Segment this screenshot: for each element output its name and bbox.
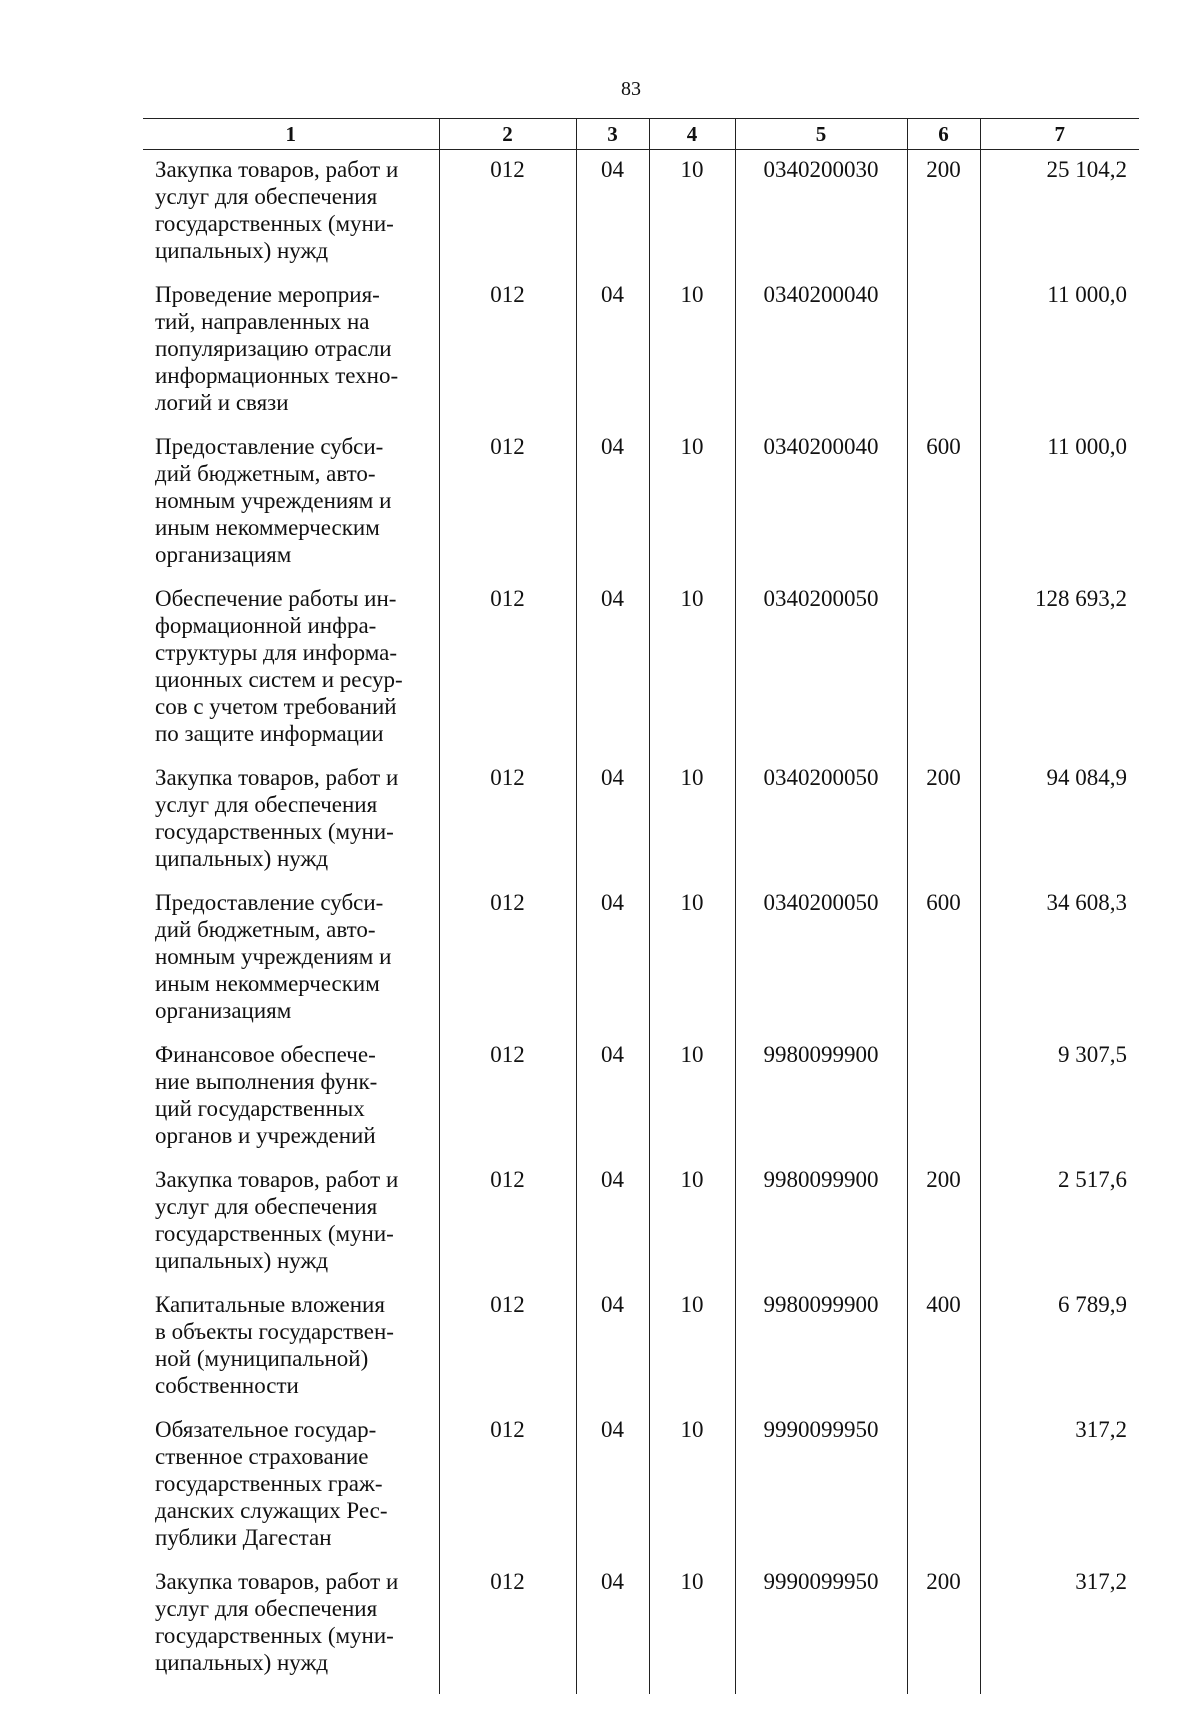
row-code-section: 04	[576, 1035, 649, 1160]
row-description: Обеспечение работы ин- формационной инфра- структуры для информа- ционных систем и ресур- сов с учетом требований по защите информации	[155, 586, 403, 746]
row-code-expense-type: 200	[907, 1562, 980, 1694]
row-code-subsection: 10	[649, 1410, 735, 1562]
row-code-expense-type: 200	[907, 1160, 980, 1285]
table-row	[143, 1285, 1139, 1410]
row-code-expense-type	[907, 1410, 980, 1562]
column-header-2: 2	[439, 119, 576, 150]
table-row	[143, 427, 1139, 579]
row-code-expense-type	[907, 579, 980, 758]
row-code-target-article: 0340200050	[735, 883, 907, 1035]
row-code-section: 04	[576, 1410, 649, 1562]
row-description: Закупка товаров, работ и услуг для обеспечения государственных (муни- ципальных) нужд	[155, 1569, 399, 1675]
row-description: Предоставление субси- дий бюджетным, авто- номным учреждениям и иным некоммерческим организациям	[155, 434, 392, 567]
row-code-subsection: 10	[649, 1285, 735, 1410]
row-description: Финансовое обеспече- ние выполнения функ- ций государственных органов и учреждений	[155, 1042, 378, 1148]
row-code-target-article: 0340200040	[735, 275, 907, 427]
table-row	[143, 758, 1139, 883]
row-code-section: 04	[576, 883, 649, 1035]
row-description: Закупка товаров, работ и услуг для обеспечения государственных (муни- ципальных) нужд	[155, 157, 399, 263]
row-code-ministry: 012	[439, 1285, 576, 1410]
row-code-target-article: 9990099950	[735, 1562, 907, 1694]
row-description: Предоставление субси- дий бюджетным, авто- номным учреждениям и иным некоммерческим организациям	[155, 890, 392, 1023]
row-code-ministry: 012	[439, 883, 576, 1035]
row-code-ministry: 012	[439, 1410, 576, 1562]
row-code-subsection: 10	[649, 150, 735, 276]
row-amount: 11 000,0	[980, 275, 1139, 427]
row-code-subsection: 10	[649, 427, 735, 579]
row-code-target-article: 0340200030	[735, 150, 907, 276]
row-code-section: 04	[576, 427, 649, 579]
row-amount: 317,2	[980, 1562, 1139, 1694]
row-code-section: 04	[576, 758, 649, 883]
row-code-subsection: 10	[649, 1562, 735, 1694]
row-code-target-article: 9980099900	[735, 1285, 907, 1410]
table-row	[143, 275, 1139, 427]
row-code-ministry: 012	[439, 150, 576, 276]
table-row	[143, 579, 1139, 758]
row-code-ministry: 012	[439, 1562, 576, 1694]
table-header-row	[143, 119, 1139, 150]
row-code-ministry: 012	[439, 758, 576, 883]
row-code-expense-type	[907, 275, 980, 427]
column-header-6: 6	[907, 119, 980, 150]
table-row	[143, 150, 1139, 276]
row-amount: 128 693,2	[980, 579, 1139, 758]
row-code-ministry: 012	[439, 1035, 576, 1160]
row-code-expense-type: 600	[907, 427, 980, 579]
row-code-section: 04	[576, 150, 649, 276]
row-code-subsection: 10	[649, 275, 735, 427]
row-amount: 11 000,0	[980, 427, 1139, 579]
row-code-expense-type	[907, 1035, 980, 1160]
row-code-expense-type: 200	[907, 150, 980, 276]
row-code-subsection: 10	[649, 883, 735, 1035]
row-code-expense-type: 200	[907, 758, 980, 883]
table-row	[143, 883, 1139, 1035]
table-row	[143, 1160, 1139, 1285]
row-code-target-article: 9980099900	[735, 1160, 907, 1285]
row-amount: 2 517,6	[980, 1160, 1139, 1285]
row-code-target-article: 0340200050	[735, 758, 907, 883]
row-amount: 25 104,2	[980, 150, 1139, 276]
budget-table	[143, 118, 1139, 1694]
row-code-target-article: 9980099900	[735, 1035, 907, 1160]
row-code-subsection: 10	[649, 1035, 735, 1160]
row-code-expense-type: 600	[907, 883, 980, 1035]
table-row	[143, 1035, 1139, 1160]
row-description: Закупка товаров, работ и услуг для обеспечения государственных (муни- ципальных) нужд	[155, 1167, 399, 1273]
row-code-section: 04	[576, 1562, 649, 1694]
row-code-section: 04	[576, 275, 649, 427]
row-amount: 6 789,9	[980, 1285, 1139, 1410]
row-amount: 94 084,9	[980, 758, 1139, 883]
row-code-target-article: 0340200040	[735, 427, 907, 579]
row-amount: 34 608,3	[980, 883, 1139, 1035]
column-header-5: 5	[735, 119, 907, 150]
row-code-target-article: 0340200050	[735, 579, 907, 758]
page-number: 83	[621, 78, 641, 100]
row-code-subsection: 10	[649, 758, 735, 883]
column-header-4: 4	[649, 119, 735, 150]
row-description: Проведение мероприя- тий, направленных на популяризацию отрасли информационных техно- логий и связи	[155, 282, 399, 415]
row-code-section: 04	[576, 579, 649, 758]
row-code-ministry: 012	[439, 427, 576, 579]
row-description: Обязательное государ- ственное страхование государственных граж- данских служащих Рес- публики Дагестан	[155, 1417, 388, 1550]
row-code-section: 04	[576, 1160, 649, 1285]
row-description: Закупка товаров, работ и услуг для обеспечения государственных (муни- ципальных) нужд	[155, 765, 399, 871]
table-row	[143, 1562, 1139, 1694]
row-code-ministry: 012	[439, 275, 576, 427]
table-row	[143, 1410, 1139, 1562]
table-body	[143, 150, 1139, 1695]
row-code-ministry: 012	[439, 1160, 576, 1285]
row-code-target-article: 9990099950	[735, 1410, 907, 1562]
column-header-1: 1	[143, 119, 439, 150]
column-header-3: 3	[576, 119, 649, 150]
row-description: Капитальные вложения в объекты государствен- ной (муниципальной) собственности	[155, 1292, 394, 1398]
column-header-7: 7	[980, 119, 1139, 150]
row-amount: 317,2	[980, 1410, 1139, 1562]
row-code-subsection: 10	[649, 1160, 735, 1285]
row-amount: 9 307,5	[980, 1035, 1139, 1160]
row-code-subsection: 10	[649, 579, 735, 758]
row-code-section: 04	[576, 1285, 649, 1410]
row-code-ministry: 012	[439, 579, 576, 758]
row-code-expense-type: 400	[907, 1285, 980, 1410]
